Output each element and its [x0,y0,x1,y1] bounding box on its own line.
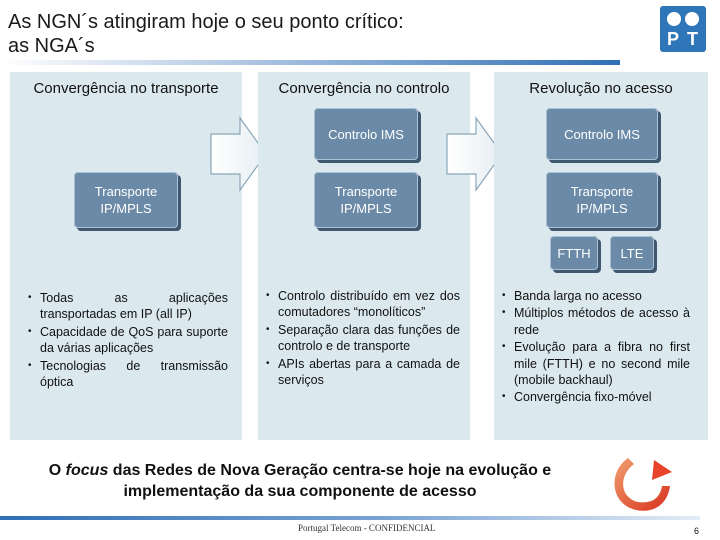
title-divider [0,60,620,65]
list-item: • Múltiplos métodos de acesso à rede [502,305,690,338]
list-item: • Separação clara das funções de controlo e de transporte [266,322,460,355]
footer-text: Portugal Telecom - CONFIDENCIAL [298,523,436,533]
control-ims-box: Controlo IMS [314,108,418,160]
lte-box: LTE [610,236,654,270]
list-item: • Controlo distribuído em vez dos comutadores “monolíticos” [266,288,460,321]
list-item: • APIs abertas para a camada de serviços [266,356,460,389]
slide-title [8,10,608,58]
conclusion-post: das Redes de Nova Geração centra-se hoje na evolução e implementação da sua componente de acesso [108,462,552,500]
slide-title-line2: as NGA´s [8,35,95,57]
bullet-list [28,290,228,391]
column-heading: Convergência no controlo [278,80,450,97]
list-item: • Banda larga no acesso [502,288,690,304]
transport-box: Transporte IP/MPLS [546,172,658,228]
control-ims-box: Controlo IMS [546,108,658,160]
list-item: • Evolução para a fibra no first mile (FTTH) e no second mile (mobile backhaul) [502,339,690,388]
bullet-list [266,288,460,389]
page-number: 6 [694,526,700,536]
column-transport [10,72,242,440]
list-item: • Convergência fixo-móvel [502,389,690,405]
conclusion-pre: O [48,462,66,479]
curved-arrow-icon [606,452,676,518]
column-heading: Revolução no acesso [529,80,673,97]
slide-title-line1: As NGN´s atingiram hoje o seu ponto crítico: [8,11,404,33]
ftth-box: FTTH [550,236,598,270]
column-access [494,72,708,440]
column-control [258,72,470,440]
column-heading: Convergência no transporte [33,80,219,97]
bullet-list [502,288,690,407]
list-item: • Capacidade de QoS para suporte da várias aplicações [28,324,228,357]
list-item: • Todas as aplicações transportadas em IP (all IP) [28,290,228,323]
conclusion-emphasis: focus [65,462,109,479]
transport-box: Transporte IP/MPLS [74,172,178,228]
pt-logo [660,6,706,52]
transport-box: Transporte IP/MPLS [314,172,418,228]
logo-dot-icon [667,12,681,26]
list-item: • Tecnologias de transmissão óptica [28,358,228,391]
conclusion-text [0,460,600,502]
logo-dot-icon [685,12,699,26]
logo-text: PT [667,29,707,49]
footer-divider [0,516,700,520]
